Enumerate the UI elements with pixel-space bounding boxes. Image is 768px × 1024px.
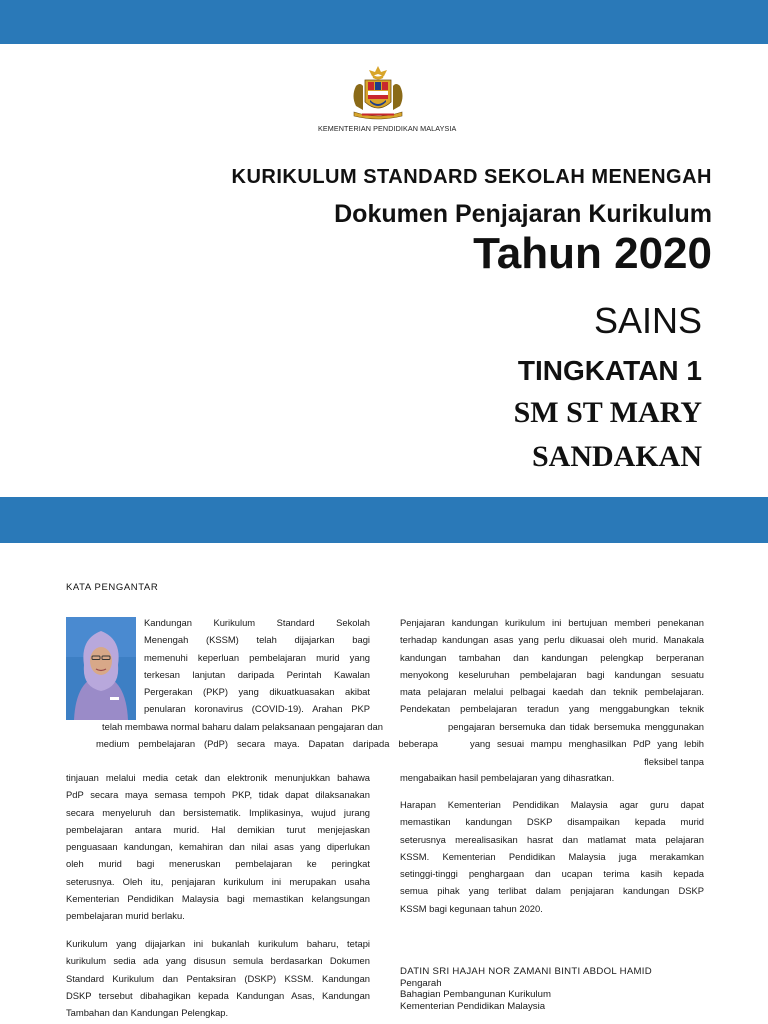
text-line: Kurikulum yang dijajarkan ini bukanlah kurikulum baharu, tetapi bbox=[66, 938, 370, 949]
text-line: penguasaan kandungan, kemahiran dan nilai asas yang diperlukan bbox=[66, 841, 370, 853]
text-line: medium pembelajaran (PdP) secara maya. Dapatan daripada beberapa bbox=[96, 738, 438, 750]
foreword-paragraph-1c bbox=[66, 769, 370, 925]
text-line: penularan koronavirus (COVID-19). Arahan PKP bbox=[144, 703, 370, 715]
text-line: pembelajaran antara murid. Hal demikian turut menjejaskan bbox=[66, 823, 370, 835]
top-blue-band bbox=[0, 0, 768, 44]
foreword-paragraph-3a bbox=[400, 614, 704, 718]
text-line: Tambahan dan Kandungan Pelengkap. bbox=[66, 1007, 229, 1019]
year-title: Tahun 2020 bbox=[473, 229, 712, 278]
text-line: Standard Kurikulum dan Pentaksiran (DSKP) KSSM. Kandungan bbox=[66, 972, 370, 984]
text-line: kurikulum sedia ada yang disusun semula berdasarkan Dokumen bbox=[66, 955, 370, 967]
text-line: mata pelajaran melalui pelbagai kaedah dan teknik pembelajaran. bbox=[400, 686, 704, 698]
ministry-name: KEMENTERIAN PENDIDIKAN MALAYSIA bbox=[318, 124, 457, 133]
text-line: terkesan lanjutan daripada Perintah Kawalan bbox=[144, 668, 370, 680]
signature-block bbox=[400, 966, 652, 1012]
text-line: setinggi-tinggi penghargaan dan ucapan terima kasih kepada bbox=[400, 868, 704, 880]
director-portrait bbox=[66, 617, 136, 720]
foreword-paragraph-1b bbox=[96, 718, 438, 753]
text-line: Pendekatan pembelajaran teradun yang menggabungkan teknik bbox=[400, 703, 704, 715]
text-line: KSSM bagi kegunaan tahun 2020. bbox=[400, 902, 543, 914]
text-line: Menengah (KSSM) telah dijajarkan bagi bbox=[144, 634, 370, 646]
text-line: secara menyeluruh dan bersistematik. Implikasinya, wujud jurang bbox=[66, 806, 370, 818]
document-title: Dokumen Penjajaran Kurikulum bbox=[334, 200, 712, 228]
middle-blue-band bbox=[0, 497, 768, 543]
text-line: Kementerian Pendidikan Malaysia bagi memastikan kelangsungan bbox=[66, 893, 370, 905]
text-line: yang sesuai mampu menghasilkan PdP yang lebih bbox=[470, 738, 704, 750]
foreword-paragraph-2 bbox=[66, 935, 370, 1021]
text-line: menyokong keseluruhan pembelajaran bagi kandungan sesuatu bbox=[400, 668, 704, 680]
foreword-paragraph-3c bbox=[400, 769, 704, 786]
signatory-ministry: Kementerian Pendidikan Malaysia bbox=[400, 1000, 546, 1012]
text-line: Kandungan Kurikulum Standard Sekolah bbox=[144, 617, 370, 628]
grade-title: TINGKATAN 1 bbox=[517, 355, 702, 386]
text-line: pembelajaran murid berlaku. bbox=[66, 910, 185, 922]
text-line: tinjauan melalui media cetak dan elektronik menunjukkan bahawa bbox=[66, 772, 370, 783]
foreword-paragraph-4 bbox=[400, 796, 704, 917]
text-line: Penjajaran kandungan kurikulum ini bertujuan memberi penekanan bbox=[400, 617, 704, 628]
signatory-division: Bahagian Pembangunan Kurikulum bbox=[400, 989, 551, 1001]
text-line: PdP secara maya semasa tempoh PKP, tidak dapat dilaksanakan bbox=[66, 789, 370, 801]
text-line: memastikan kandungan DSKP disampaikan kepada murid bbox=[400, 816, 704, 828]
text-line: mengabaikan hasil pembelajaran yang dihasratkan. bbox=[400, 772, 615, 783]
school-location: SANDAKAN bbox=[531, 440, 702, 473]
foreword-paragraph-1a bbox=[144, 614, 370, 718]
foreword-paragraph-3b bbox=[448, 718, 704, 770]
text-line: pengajaran bersemuka dan tidak bersemuka menggunakan bbox=[448, 721, 704, 732]
foreword-heading: KATA PENGANTAR bbox=[66, 582, 159, 593]
text-line: kandungan tambahan dan kandungan pelengkap berperanan bbox=[400, 651, 704, 663]
text-line: memenuhi keperluan pembelajaran murid yang bbox=[144, 651, 370, 663]
signatory-title: Pengarah bbox=[400, 977, 442, 989]
subject-title: SAINS bbox=[593, 300, 702, 341]
text-line: Pergerakan (PKP) yang dikuatkuasakan akibat bbox=[144, 686, 370, 698]
text-line: oleh murid bagi meneruskan pembelajaran ke peringkat bbox=[66, 858, 370, 870]
school-name: SM ST MARY bbox=[513, 396, 702, 429]
text-line: telah membawa normal baharu dalam pelaksanaan pengajaran dan bbox=[102, 721, 383, 732]
coat-of-arms-icon bbox=[348, 64, 408, 122]
text-line: fleksibel tanpa bbox=[644, 755, 704, 767]
text-line: terhadap kandungan asas yang perlu dikuasai oleh murid. Manakala bbox=[400, 634, 704, 646]
text-line: KSSM. Kementerian Pendidikan Malaysia juga merakamkan bbox=[400, 850, 704, 862]
text-line: seterusnya. Oleh itu, penjajaran kurikulum ini merupakan usaha bbox=[66, 875, 370, 887]
text-line: semua pihak yang terlibat dalam penjajaran kandungan DSKP bbox=[400, 885, 704, 897]
text-line: seterusnya merealisasikan hasrat dan matlamat mata pelajaran bbox=[400, 833, 704, 845]
text-line: DSKP tersebut dibahagikan kepada Kandungan Asas, Kandungan bbox=[66, 989, 370, 1001]
signatory-name: DATIN SRI HAJAH NOR ZAMANI BINTI ABDOL HAMID bbox=[400, 966, 653, 977]
text-line: Harapan Kementerian Pendidikan Malaysia agar guru dapat bbox=[400, 799, 704, 810]
curriculum-title: KURIKULUM STANDARD SEKOLAH MENENGAH bbox=[231, 166, 712, 188]
